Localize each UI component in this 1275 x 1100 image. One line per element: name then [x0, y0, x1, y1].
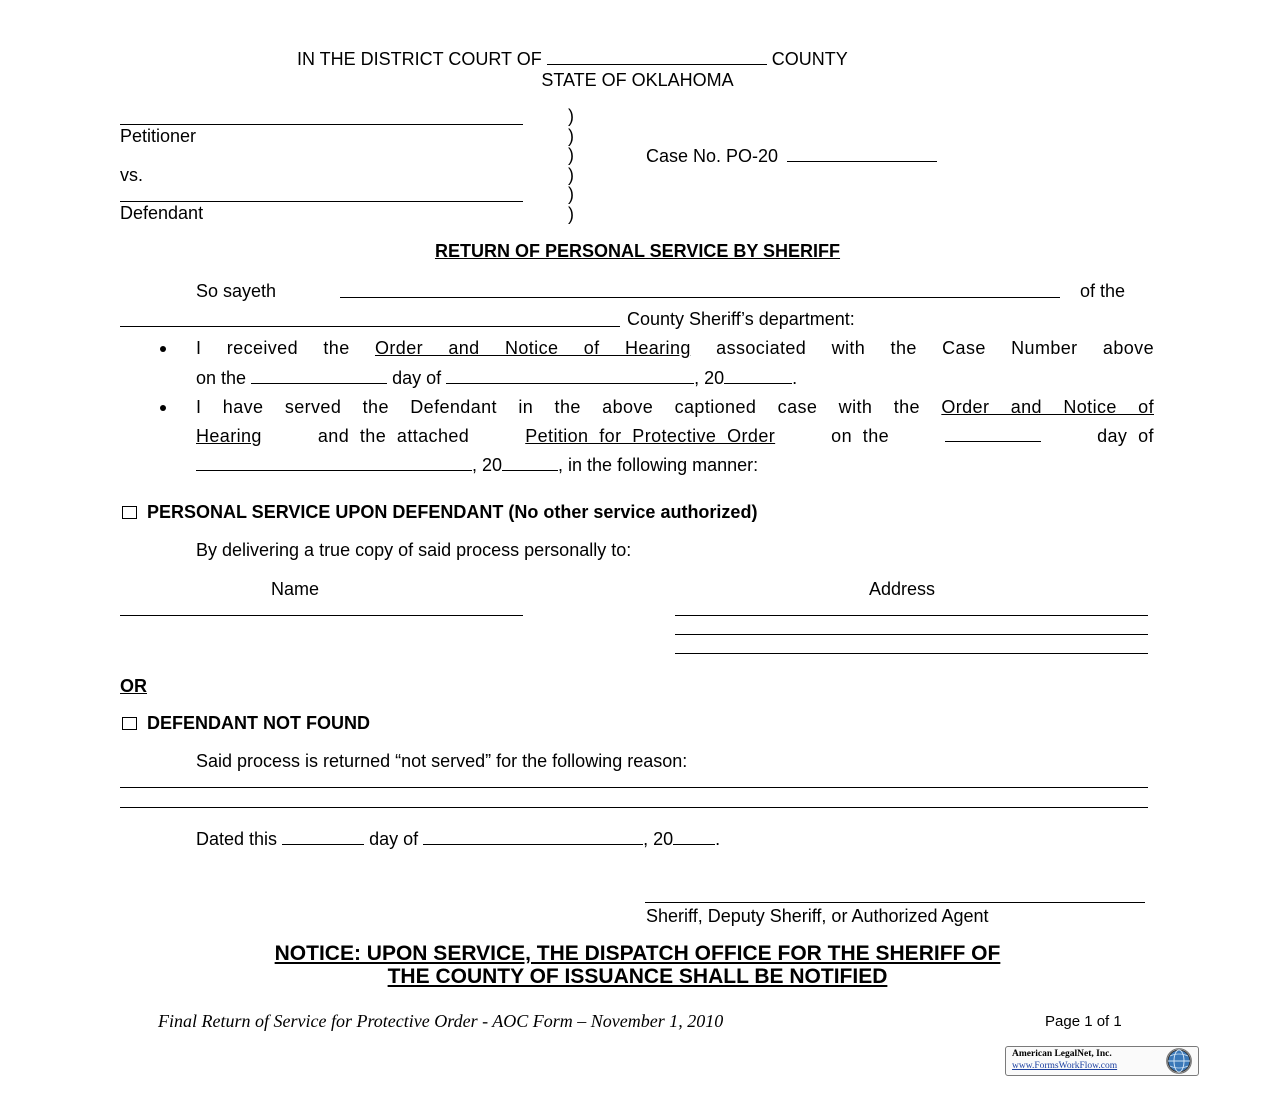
- sheriff-dept: County Sheriff’s department:: [627, 309, 855, 329]
- so-sayeth: So sayeth: [196, 281, 277, 301]
- dated-year-blank[interactable]: [673, 830, 715, 845]
- bullet-dot: [160, 405, 166, 411]
- american-legalnet-logo[interactable]: [1005, 1046, 1199, 1076]
- form-title: RETURN OF PERSONAL SERVICE BY SHERIFF: [434, 241, 841, 261]
- not-found-option: DEFENDANT NOT FOUND: [122, 712, 370, 734]
- dated-month-blank[interactable]: [423, 830, 643, 845]
- signature-line[interactable]: [645, 902, 1145, 903]
- bullet-2-line-1: I have served the Defendant in the above captioned case with the Order and Notice of: [196, 397, 1154, 417]
- logo-name: American LegalNet, Inc.: [1012, 1049, 1112, 1059]
- petitioner-label: Petitioner: [120, 126, 197, 146]
- vs-label: vs.: [120, 165, 144, 185]
- bullet-1-line-1: I received the Order and Notice of Hearing associated with the Case Number above: [196, 338, 1154, 358]
- served-day-blank[interactable]: [945, 427, 1041, 442]
- bullet-2-line-2: Hearing and the attached Petition for Protective Order on the day of: [196, 426, 1154, 446]
- county-blank[interactable]: [547, 50, 767, 65]
- or-label: OR: [120, 676, 147, 696]
- received-month-blank[interactable]: [446, 369, 694, 384]
- sheriff-name-line[interactable]: [340, 297, 1060, 298]
- address-line-3[interactable]: [675, 653, 1148, 654]
- reason-line-2[interactable]: [120, 807, 1148, 808]
- received-year-blank[interactable]: [724, 369, 792, 384]
- personal-service-checkbox[interactable]: [122, 506, 137, 519]
- bullet-1-line-2: on the day of , 20 .: [196, 368, 798, 388]
- footer-form-name: Final Return of Service for Protective Order - AOC Form – November 1, 2010: [158, 1011, 724, 1031]
- address-label: Address: [869, 579, 936, 599]
- defendant-label: Defendant: [120, 203, 204, 223]
- personal-service-text: By delivering a true copy of said process personally to:: [196, 540, 632, 560]
- case-number: Case No. PO-20: [646, 145, 937, 167]
- name-label: Name: [271, 579, 320, 599]
- notice-line-2: THE COUNTY OF ISSUANCE SHALL BE NOTIFIED: [387, 965, 888, 988]
- dated-line: Dated this day of , 20 .: [196, 829, 721, 849]
- received-day-blank[interactable]: [251, 369, 387, 384]
- served-month-blank[interactable]: [196, 456, 472, 471]
- footer-page: Page 1 of 1: [1045, 1013, 1122, 1030]
- globe-icon: [1166, 1048, 1192, 1074]
- bullet-2-line-3: , 20 , in the following manner:: [196, 454, 758, 476]
- reason-line-1[interactable]: [120, 787, 1148, 788]
- personal-service-option: PERSONAL SERVICE UPON DEFENDANT (No other service authorized): [122, 501, 757, 523]
- name-line[interactable]: [120, 615, 523, 616]
- caption-parens: ) ) ) ) ) ): [568, 106, 574, 224]
- county-sheriff-line[interactable]: [120, 326, 620, 327]
- bullet-dot: [160, 346, 166, 352]
- notice-line-1: NOTICE: UPON SERVICE, THE DISPATCH OFFICE FOR THE SHERIFF OF: [274, 942, 1001, 965]
- address-line-1[interactable]: [675, 615, 1148, 616]
- not-found-text: Said process is returned “not served” for the following reason:: [196, 751, 688, 771]
- signature-label: Sheriff, Deputy Sheriff, or Authorized Agent: [646, 906, 989, 926]
- not-found-checkbox[interactable]: [122, 717, 137, 730]
- court-line: IN THE DISTRICT COURT OF COUNTY: [297, 49, 848, 69]
- address-line-2[interactable]: [675, 634, 1148, 635]
- of-the: of the: [1080, 281, 1126, 301]
- state-line: STATE OF OKLAHOMA: [541, 70, 734, 90]
- dated-day-blank[interactable]: [282, 830, 364, 845]
- logo-url[interactable]: www.FormsWorkFlow.com: [1012, 1061, 1118, 1071]
- served-year-blank[interactable]: [502, 456, 558, 471]
- case-number-blank[interactable]: [787, 147, 937, 162]
